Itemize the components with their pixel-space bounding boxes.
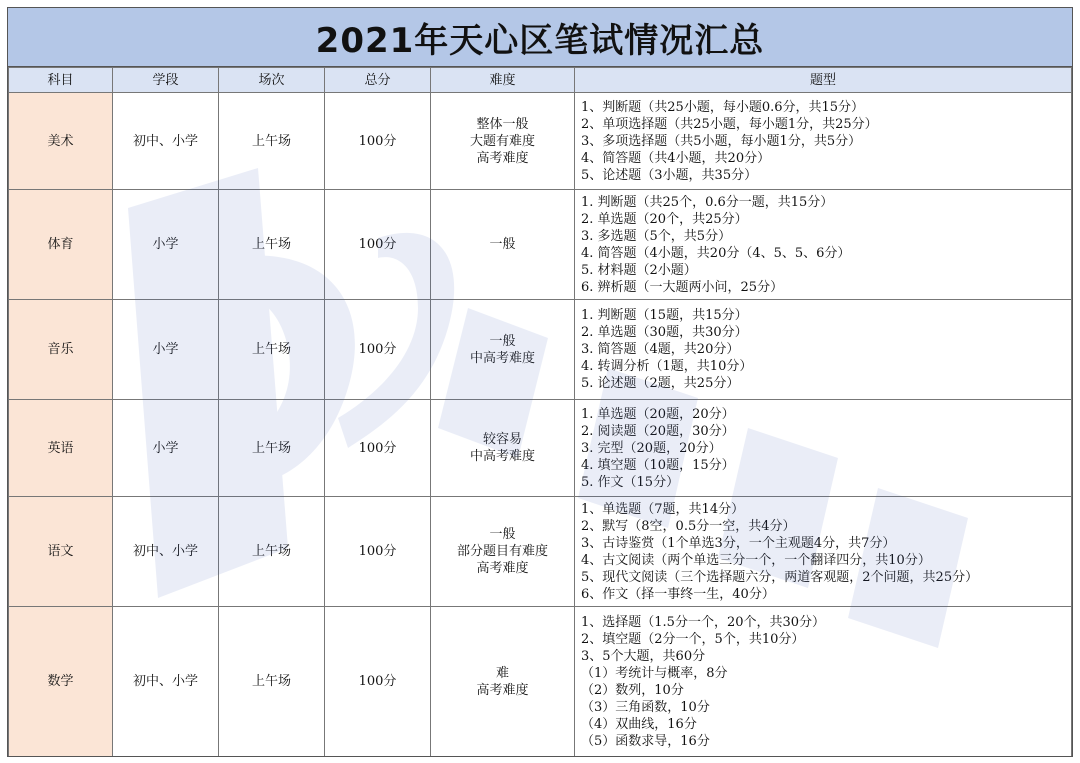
question-type-item: 3、多项选择题（共5小题，每小题1分，共5分） xyxy=(581,133,862,149)
session-cell: 上午场 xyxy=(219,190,325,300)
question-type-item: 3、古诗鉴赏（1个单选3分，一个主观题4分，共7分） xyxy=(581,535,896,551)
question-type-item: 1. 单选题（20题，20分） xyxy=(581,406,735,422)
difficulty-cell xyxy=(431,190,575,300)
difficulty-line: 一般 xyxy=(489,527,516,542)
summary-sheet xyxy=(7,7,1073,757)
difficulty-line: 中高考难度 xyxy=(469,350,535,366)
question-type-item: 1、判断题（共25小题，每小题0.6分，共15分） xyxy=(581,99,865,115)
difficulty-line: 中高考难度 xyxy=(469,449,535,464)
score-cell: 100分 xyxy=(325,190,431,300)
exam-summary-table xyxy=(8,67,1072,757)
question-type-item: 3. 完型（20题，20分） xyxy=(581,440,722,456)
difficulty-cell xyxy=(431,93,575,190)
question-type-item: 4. 转调分析（1题，共10分） xyxy=(581,359,753,374)
stage-cell: 初中、小学 xyxy=(113,93,219,190)
difficulty-line: 较容易 xyxy=(482,432,522,447)
score-cell: 100分 xyxy=(325,300,431,400)
question-type-item: 2、默写（8空，0.5分一空，共4分） xyxy=(581,518,796,534)
question-type-item: 5、论述题（3小题，共35分） xyxy=(581,167,758,183)
stage-cell: 初中、小学 xyxy=(113,497,219,607)
table-header-row xyxy=(9,68,1072,93)
header-session: 场次 xyxy=(219,68,325,93)
subject-cell: 英语 xyxy=(9,400,113,497)
session-cell: 上午场 xyxy=(219,607,325,757)
question-type-item: 5. 材料题（2小题） xyxy=(581,262,697,278)
difficulty-cell xyxy=(431,497,575,607)
header-stage: 学段 xyxy=(113,68,219,93)
score-cell: 100分 xyxy=(325,607,431,757)
question-type-item: 2、填空题（2分一个，5个，共10分） xyxy=(581,631,805,647)
question-type-item: 2. 阅读题（20题，30分） xyxy=(581,423,735,439)
table-row xyxy=(9,300,1072,400)
session-cell: 上午场 xyxy=(219,300,325,400)
question-type-item: （1）考统计与概率，8分 xyxy=(581,665,728,681)
question-type-item: （3）三角函数，10分 xyxy=(581,699,710,715)
table-row xyxy=(9,190,1072,300)
question-type-item: 1. 判断题（共25个，0.6分一题，共15分） xyxy=(581,194,834,210)
header-score: 总分 xyxy=(325,68,431,93)
stage-cell: 小学 xyxy=(113,300,219,400)
difficulty-cell xyxy=(431,400,575,497)
question-type-item: 1. 判断题（15题，共15分） xyxy=(581,308,748,323)
difficulty-line: 部分题目有难度 xyxy=(456,544,548,559)
subject-cell: 体育 xyxy=(9,190,113,300)
difficulty-line: 高考难度 xyxy=(476,561,529,576)
question-type-item: 4、简答题（共4小题，共20分） xyxy=(581,150,771,166)
score-cell: 100分 xyxy=(325,93,431,190)
subject-cell: 语文 xyxy=(9,497,113,607)
difficulty-line: 高考难度 xyxy=(476,682,529,698)
difficulty-line: 一般 xyxy=(489,333,516,349)
stage-cell: 小学 xyxy=(113,400,219,497)
difficulty-cell xyxy=(431,607,575,757)
question-types-cell xyxy=(575,93,1072,190)
stage-cell: 初中、小学 xyxy=(113,607,219,757)
header-difficulty: 难度 xyxy=(431,68,575,93)
question-types-cell xyxy=(575,497,1072,607)
page-title: 2021年天心区笔试情况汇总 xyxy=(315,20,765,61)
table-row xyxy=(9,400,1072,497)
question-type-item: 1、单选题（7题，共14分） xyxy=(581,501,745,517)
session-cell: 上午场 xyxy=(219,93,325,190)
difficulty-line: 难 xyxy=(495,665,509,681)
question-types-cell xyxy=(575,607,1072,757)
question-type-item: 4、古文阅读（两个单选三分一个，一个翻译四分，共10分） xyxy=(581,552,931,568)
score-cell: 100分 xyxy=(325,497,431,607)
question-type-item: （4）双曲线，16分 xyxy=(581,716,697,732)
difficulty-line: 高考难度 xyxy=(476,150,529,166)
session-cell: 上午场 xyxy=(219,400,325,497)
table-row xyxy=(9,93,1072,190)
difficulty-line: 一般 xyxy=(489,237,516,252)
question-type-item: （5）函数求导，16分 xyxy=(581,733,710,749)
session-cell: 上午场 xyxy=(219,497,325,607)
subject-cell: 美术 xyxy=(9,93,113,190)
subject-cell: 数学 xyxy=(9,607,113,757)
question-type-item: （2）数列，10分 xyxy=(581,682,684,698)
question-type-item: 5. 论述题（2题，共25分） xyxy=(581,376,740,391)
question-types-cell xyxy=(575,190,1072,300)
question-type-item: 2、单项选择题（共25小题，每小题1分，共25分） xyxy=(581,116,878,132)
table-row xyxy=(9,497,1072,607)
question-type-item: 2. 单选题（20个，共25分） xyxy=(581,211,748,227)
question-type-item: 3、5个大题，共60分 xyxy=(581,648,706,664)
question-type-item: 4. 简答题（4小题，共20分（4、5、5、6分） xyxy=(581,245,851,261)
question-type-item: 6、作文（择一事终一生，40分） xyxy=(581,586,775,602)
question-type-item: 5、现代文阅读（三个选择题六分，两道客观题，2个问题，共25分） xyxy=(581,569,979,585)
title-bar xyxy=(8,8,1072,67)
question-type-item: 6. 辨析题（一大题两小问，25分） xyxy=(581,279,784,295)
question-types-cell xyxy=(575,400,1072,497)
question-type-item: 2. 单选题（30题，共30分） xyxy=(581,325,748,340)
question-types-cell xyxy=(575,300,1072,400)
question-type-item: 5. 作文（15分） xyxy=(581,474,680,490)
header-question-types: 题型 xyxy=(575,68,1072,93)
difficulty-line: 大题有难度 xyxy=(469,133,535,149)
difficulty-cell xyxy=(431,300,575,400)
difficulty-line: 整体一般 xyxy=(476,116,529,132)
header-subject: 科目 xyxy=(9,68,113,93)
table-row xyxy=(9,607,1072,757)
stage-cell: 小学 xyxy=(113,190,219,300)
question-type-item: 3. 多选题（5个，共5分） xyxy=(581,228,732,244)
question-type-item: 3. 简答题（4题，共20分） xyxy=(581,342,740,357)
question-type-item: 4. 填空题（10题，15分） xyxy=(581,457,735,473)
question-type-item: 1、选择题（1.5分一个，20个，共30分） xyxy=(581,614,826,630)
subject-cell: 音乐 xyxy=(9,300,113,400)
score-cell: 100分 xyxy=(325,400,431,497)
